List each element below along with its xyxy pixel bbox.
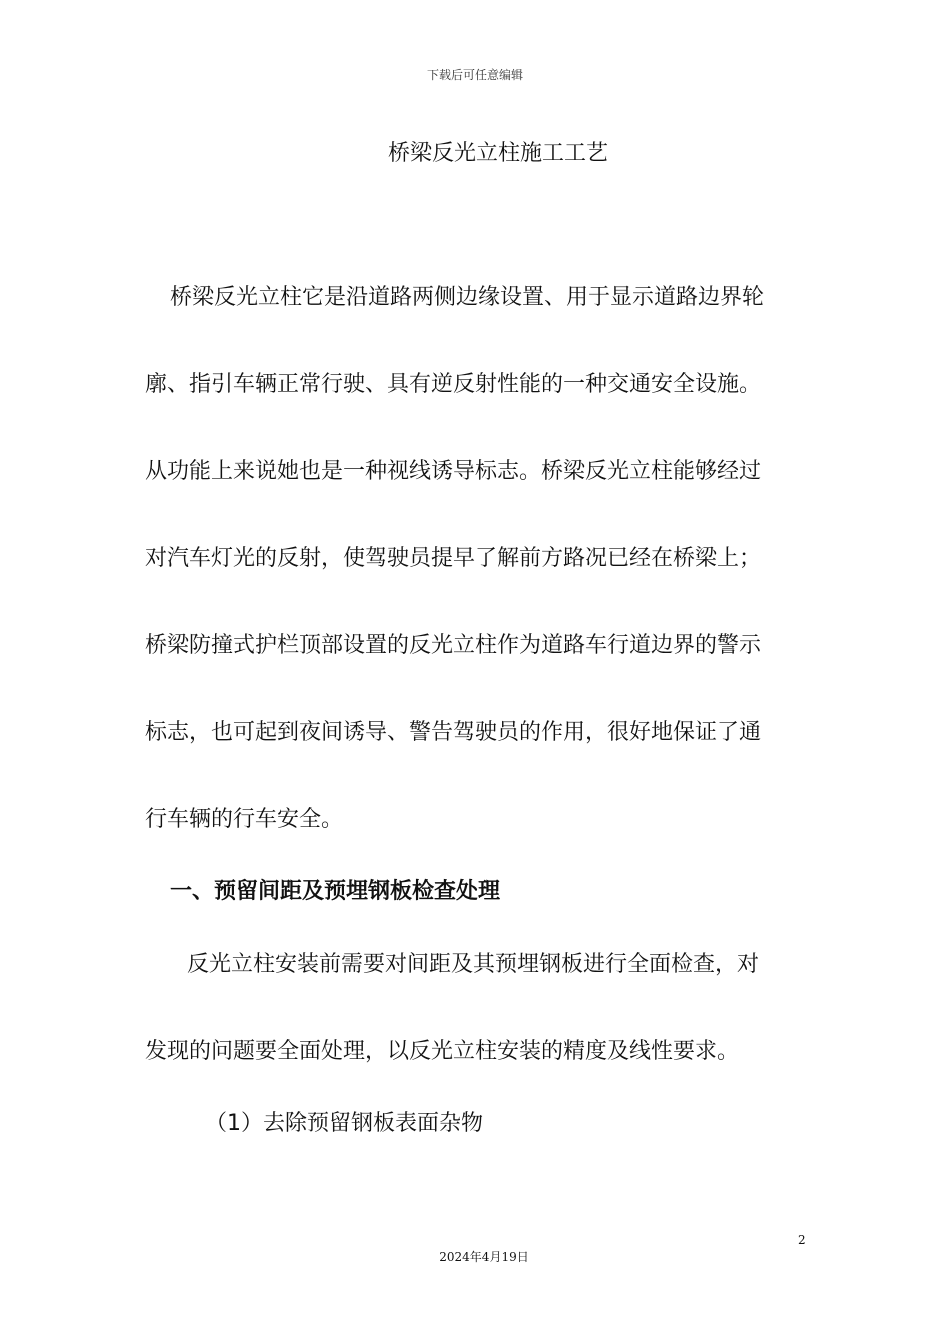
intro-line-3: 从功能上来说她也是一种视线诱导标志。桥梁反光立柱能够经过 [145, 459, 762, 484]
document-title: 桥梁反光立柱施工工艺 [387, 141, 608, 166]
intro-line-2: 廓、指引车辆正常行驶、具有逆反射性能的一种交通安全设施。 [145, 372, 762, 397]
intro-line-5: 桥梁防撞式护栏顶部设置的反光立柱作为道路车行道边界的警示 [145, 633, 762, 658]
header-note: 下载后可任意编辑 [426, 68, 523, 82]
footer-date: 2024年4月19日 [439, 1250, 529, 1264]
intro-line-4: 对汽车灯光的反射，使驾驶员提早了解前方路况已经在桥梁上； [145, 546, 762, 571]
section-heading-1: 一、预留间距及预埋钢板检查处理 [170, 879, 501, 904]
list-item-1: （1）去除预留钢板表面杂物 [205, 1111, 483, 1136]
page-number: 2 [798, 1233, 806, 1247]
section1-line-1: 反光立柱安装前需要对间距及其预埋钢板进行全面检查，对 [187, 952, 760, 977]
intro-line-6: 标志，也可起到夜间诱导、警告驾驶员的作用，很好地保证了通 [145, 720, 762, 745]
intro-line-7: 行车辆的行车安全。 [145, 807, 344, 832]
intro-line-1: 桥梁反光立柱它是沿道路两侧边缘设置、用于显示道路边界轮 [170, 285, 765, 310]
section1-line-2: 发现的问题要全面处理，以反光立柱安装的精度及线性要求。 [145, 1039, 740, 1064]
